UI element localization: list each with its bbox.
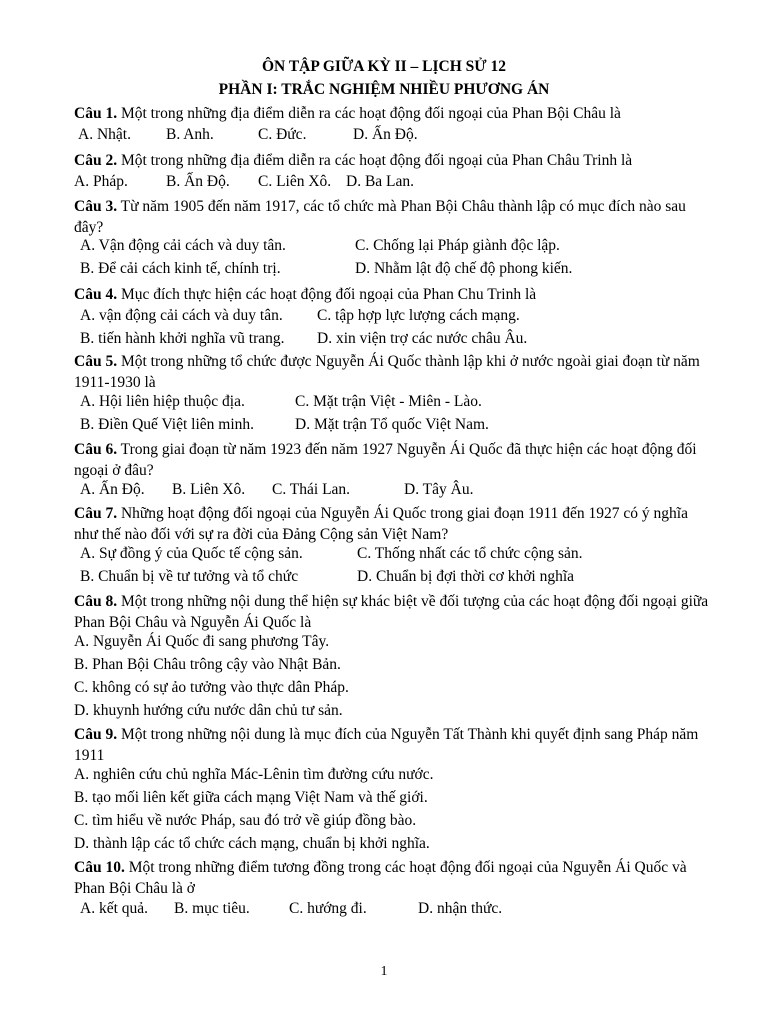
option-a: A. Nguyễn Ái Quốc đi sang phương Tây. [74, 633, 330, 650]
question-text: Một trong những địa điểm diễn ra các hoạt động đối ngoại của Phan Bội Châu là [117, 105, 621, 122]
option-d: D. khuynh hướng cứu nước dân chủ tư sản. [74, 702, 343, 719]
question-7 [74, 503, 714, 545]
question-text: Trong giai đoạn từ năm 1923 đến năm 1927 Nguyễn Ái Quốc đã thực hiện các hoạt động đối ngoại ở đâu? [74, 441, 697, 479]
question-label: Câu 10. [74, 859, 125, 876]
question-label: Câu 1. [74, 105, 118, 122]
option-c: C. hướng đi. [289, 900, 367, 917]
options-row [74, 393, 734, 415]
question-text: Từ năm 1905 đến năm 1917, các tổ chức mà Phan Bội Châu thành lập có mục đích nào sau đây? [74, 198, 686, 236]
question-label: Câu 3. [74, 198, 118, 215]
options-row [74, 237, 734, 259]
question-label: Câu 5. [74, 353, 118, 370]
option-b: B. tiến hành khởi nghĩa vũ trang. [80, 330, 285, 347]
question-10 [74, 857, 714, 899]
option-c: C. Chống lại Pháp giành độc lập. [355, 237, 560, 254]
document-title: ÔN TẬP GIỮA KỲ II – LỊCH SỬ 12 [261, 58, 507, 75]
question-2 [74, 150, 714, 171]
option-d: D. Chuẩn bị đợi thời cơ khởi nghĩa [357, 568, 575, 585]
option-b: B. mục tiêu. [174, 900, 250, 917]
question-text: Một trong những điểm tương đồng trong các hoạt động đối ngoại của Nguyễn Ái Quốc và Phan Bội Châu là ở [74, 859, 687, 897]
question-text: Một trong những tổ chức được Nguyễn Ái Quốc thành lập khi ở nước ngoài giai đoạn từ năm 1911-1930 là [74, 353, 700, 391]
question-8 [74, 591, 714, 633]
option-c: C. Đức. [258, 126, 307, 143]
option-d: D. Mặt trận Tổ quốc Việt Nam. [295, 416, 489, 433]
option-c: C. Thống nhất các tổ chức cộng sản. [357, 545, 583, 562]
question-text: Một trong những địa điểm diễn ra các hoạt động đối ngoại của Phan Châu Trinh là [117, 152, 633, 169]
options-row [74, 545, 734, 567]
options-row [74, 900, 734, 922]
question-1 [74, 103, 714, 124]
option-b: B. Anh. [166, 126, 214, 143]
question-5 [74, 351, 714, 393]
option-a: A. kết quả. [80, 900, 149, 917]
question-label: Câu 9. [74, 726, 118, 743]
question-3 [74, 196, 714, 238]
option-a: A. Hội liên hiệp thuộc địa. [80, 393, 245, 410]
option-d: D. Ba Lan. [346, 173, 415, 190]
question-text: Những hoạt động đối ngoại của Nguyễn Ái Quốc trong giai đoạn 1911 đến 1927 có ý nghĩa như thế nào đối với sự ra đời của Đảng Cộng sản Việt Nam? [74, 505, 688, 543]
question-text: Một trong những nội dung thể hiện sự khác biệt về đối tượng của các hoạt động đối ngoại giữa Phan Bội Châu và Nguyễn Ái Quốc là [74, 593, 709, 631]
option-a: A. Nhật. [78, 126, 131, 143]
question-text: Một trong những nội dung là mục đích của Nguyễn Tất Thành khi quyết định sang Pháp năm 1911 [74, 726, 699, 764]
option-a: A. nghiên cứu chủ nghĩa Mác-Lênin tìm đường cứu nước. [74, 766, 434, 783]
question-9 [74, 724, 714, 766]
options-row [74, 568, 734, 590]
option-d: D. Ấn Độ. [353, 126, 418, 143]
question-4 [74, 284, 714, 305]
question-6 [74, 439, 714, 481]
option-d: D. Nhằm lật độ chế độ phong kiến. [355, 260, 573, 277]
options-row [74, 416, 734, 438]
options-row [74, 481, 734, 503]
question-label: Câu 6. [74, 441, 118, 458]
option-c: C. Liên Xô. [258, 173, 332, 190]
option-a: A. Sự đồng ý của Quốc tế cộng sản. [80, 545, 303, 562]
option-d: D. thành lập các tổ chức cách mạng, chuẩn bị khởi nghĩa. [74, 835, 430, 852]
option-b: B. Để cải cách kinh tế, chính trị. [80, 260, 281, 277]
option-b: B. Ấn Độ. [166, 173, 230, 190]
option-a: A. Vận động cải cách và duy tân. [80, 237, 286, 254]
option-b: B. Chuẩn bị về tư tưởng và tổ chức [80, 568, 299, 585]
option-a: A. vận động cải cách và duy tân. [80, 307, 283, 324]
question-label: Câu 4. [74, 286, 118, 303]
option-b: B. Điền Quế Việt liên minh. [80, 416, 254, 433]
option-d: D. nhận thức. [418, 900, 503, 917]
question-label: Câu 7. [74, 505, 118, 522]
question-label: Câu 2. [74, 152, 118, 169]
option-c: C. tìm hiểu về nước Pháp, sau đó trở về giúp đồng bào. [74, 812, 417, 829]
option-c: C. không có sự ảo tưởng vào thực dân Pháp. [74, 679, 349, 696]
option-a: A. Pháp. [74, 173, 128, 190]
options-row [74, 173, 734, 195]
option-d: D. Tây Âu. [404, 481, 474, 498]
option-a: A. Ấn Độ. [80, 481, 145, 498]
options-row [74, 307, 734, 329]
option-d: D. xin viện trợ các nước châu Âu. [317, 330, 528, 347]
option-b: B. Phan Bội Châu trông cậy vào Nhật Bản. [74, 656, 341, 673]
option-c: C. Mặt trận Việt - Miên - Lào. [295, 393, 482, 410]
option-b: B. tạo mối liên kết giữa cách mạng Việt Nam và thế giới. [74, 789, 428, 806]
question-label: Câu 8. [74, 593, 118, 610]
options-row [74, 330, 734, 352]
option-b: B. Liên Xô. [172, 481, 246, 498]
question-text: Mục đích thực hiện các hoạt động đối ngoại của Phan Chu Trinh là [117, 286, 537, 303]
page-number: 1 [380, 964, 388, 979]
options-row [74, 260, 734, 282]
option-c: C. tập hợp lực lượng cách mạng. [317, 307, 520, 324]
section-title: PHẦN I: TRẮC NGHIỆM NHIỀU PHƯƠNG ÁN [218, 81, 550, 98]
option-c: C. Thái Lan. [272, 481, 351, 498]
options-row [74, 126, 734, 148]
